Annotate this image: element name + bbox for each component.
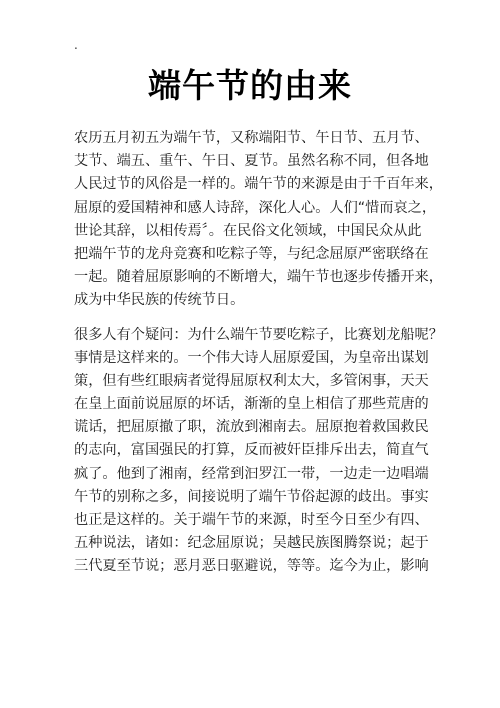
paragraph-1 [74,127,443,313]
text-line: 的志向，富国强民的打算，反而被奸臣排斥出去，简直气 [74,442,429,459]
text-line: 策，但有些红眼病者觉得屈原权利太大，多管闲事，天天 [74,372,429,389]
page-mark: . [74,38,78,52]
text-line: 把端午节的龙舟竞赛和吃粽子等，与纪念屈原严密联络在 [74,245,429,262]
text-line: 事情是这样来的。一个伟大诗人屈原爱国，为皇帝出谋划 [74,349,429,366]
text-line: 一起。随着屈原影响的不断增大，端午节也逐步传播开来， [74,269,443,286]
text-line: 世论其辞，以相传焉〞。在民俗文化领域，中国民众从此 [74,222,422,239]
page-title: 端午节的由来 [148,66,352,105]
text-line: 五种说法，诸如：纪念屈原说；吴越民族图腾祭说；起于 [74,535,429,552]
text-line: 成为中华民族的传统节日。 [74,292,245,309]
text-line: 很多人有个疑问：为什么端午节要吃粽子，比赛划龙船呢？ [74,326,443,343]
text-line: 屈原的爱国精神和感人诗辞，深化人心。人们“惜而哀之， [74,199,437,216]
text-line: 艾节、端五、重午、午日、夏节。虽然名称不同，但各地 [74,153,429,170]
text-line: 人民过节的风俗是一样的。端午节的来源是由于千百年来， [74,176,443,193]
text-line: 谎话，把屈原撤了职，流放到湘南去。屈原抱着救国救民 [74,419,429,436]
text-line: 午节的别称之多，间接说明了端午节俗起源的歧出。事实 [74,488,429,505]
text-line: 农历五月初五为端午节，又称端阳节、午日节、五月节、 [74,130,429,146]
paragraph-2 [74,324,443,579]
text-line: 三代夏至节说；恶月恶日驱避说，等等。迄今为止，影响 [74,558,429,575]
text-line: 在皇上面前说屈原的坏话，渐渐的皇上相信了那些荒唐的 [74,396,429,413]
text-line: 疯了。他到了湘南，经常到汩罗江一带，一边走一边唱端 [74,465,429,482]
article-body [74,127,443,579]
text-line: 也正是这样的。关于端午节的来源，时至今日至少有四、 [74,512,429,528]
